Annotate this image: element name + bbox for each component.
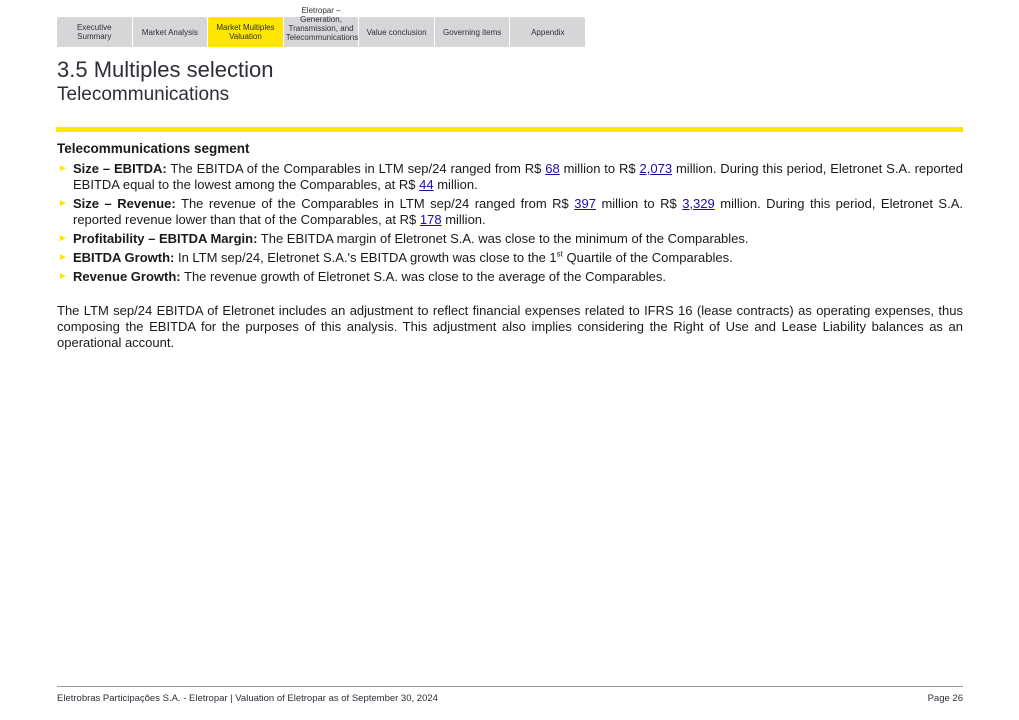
page-title: 3.5 Multiples selection xyxy=(57,57,274,82)
main-content xyxy=(57,141,963,364)
tab-governing-items[interactable]: Governing items xyxy=(435,17,510,47)
bullet-text: million. During this period, Eletronet S.A. reported EBITDA equal to the lowest among the Comparables, at R$ xyxy=(73,161,964,192)
link-ebitda-min[interactable]: 68 xyxy=(545,161,560,176)
ordinal-superscript: st xyxy=(556,249,563,259)
tab-market-analysis[interactable]: Market Analysis xyxy=(133,17,208,47)
bullet-arrow-icon: ► xyxy=(58,163,68,174)
bullet-label: Size – EBITDA: xyxy=(73,161,167,176)
bullet-text: million. xyxy=(441,212,486,227)
bullet-label: Size – Revenue: xyxy=(73,196,176,211)
tab-value-conclusion[interactable]: Value conclusion xyxy=(359,17,434,47)
link-ebitda-max[interactable]: 2,073 xyxy=(639,161,673,176)
bullet-arrow-icon: ► xyxy=(58,252,68,263)
section-title: Telecommunications segment xyxy=(57,141,250,156)
link-revenue-eletronet[interactable]: 178 xyxy=(419,212,442,227)
tab-eletropar-segments-label: Eletropar – Generation, Transmission, and Telecommunications xyxy=(285,6,359,42)
tab-executive-summary[interactable]: Executive Summary xyxy=(57,17,132,47)
bullet-arrow-icon: ► xyxy=(58,271,68,282)
bullet-label: EBITDA Growth: xyxy=(73,250,175,265)
footer-document-title: Eletrobras Participações S.A. - Eletropar | Valuation of Eletropar as of September 30, 2024 xyxy=(57,693,438,704)
bullet-text: million. During this period, Eletronet S.A. reported revenue lower than that of the Comparables, at R$ xyxy=(73,196,963,227)
page-subtitle: Telecommunications xyxy=(57,84,230,105)
bullet-text: million. xyxy=(433,177,478,192)
bullet-text: Quartile of the Comparables. xyxy=(562,250,733,265)
link-revenue-min[interactable]: 397 xyxy=(574,196,596,211)
bullet-size-revenue xyxy=(57,196,963,228)
bullet-text: The revenue growth of Eletronet S.A. was close to the average of the Comparables. xyxy=(180,269,666,284)
link-revenue-max[interactable]: 3,329 xyxy=(682,196,715,211)
bullet-text: The revenue of the Comparables in LTM sep/24 ranged from R$ xyxy=(175,196,575,211)
tab-appendix[interactable]: Appendix xyxy=(510,17,585,47)
footer-divider xyxy=(57,686,963,687)
bullet-text: In LTM sep/24, Eletronet S.A.'s EBITDA growth was close to the 1 xyxy=(174,250,557,265)
bullet-text: million to R$ xyxy=(559,161,640,176)
accent-divider xyxy=(56,127,963,132)
bullet-text: The EBITDA of the Comparables in LTM sep/24 ranged from R$ xyxy=(166,161,546,176)
bullet-arrow-icon: ► xyxy=(58,233,68,244)
bullet-revenue-growth xyxy=(57,269,963,285)
bullet-ebitda-growth xyxy=(57,250,963,266)
tab-eletropar-segments[interactable] xyxy=(284,6,359,47)
link-ebitda-eletronet[interactable]: 44 xyxy=(419,177,434,192)
page-number: Page 26 xyxy=(927,693,963,704)
bullet-arrow-icon: ► xyxy=(58,198,68,209)
ifrs16-note-paragraph: The LTM sep/24 EBITDA of Eletronet includes an adjustment to reflect financial expenses related to IFRS 16 (lease contracts) as operating expenses, thus composing the EBITDA for the purposes of this analysis. This adjustment also implies considering the Right of Use and Lease Liability balances as an operational account. xyxy=(57,303,963,350)
bullet-list xyxy=(57,161,963,285)
bullet-label: Profitability – EBITDA Margin: xyxy=(73,231,258,246)
bullet-size-ebitda xyxy=(57,161,963,193)
bullet-text: The EBITDA margin of Eletronet S.A. was close to the minimum of the Comparables. xyxy=(257,231,749,246)
bullet-text: million to R$ xyxy=(595,196,683,211)
tab-market-multiples-valuation[interactable]: Market Multiples Valuation xyxy=(208,17,283,47)
bullet-label: Revenue Growth: xyxy=(73,269,181,284)
section-nav-tabs xyxy=(57,6,585,47)
bullet-ebitda-margin xyxy=(57,231,963,247)
